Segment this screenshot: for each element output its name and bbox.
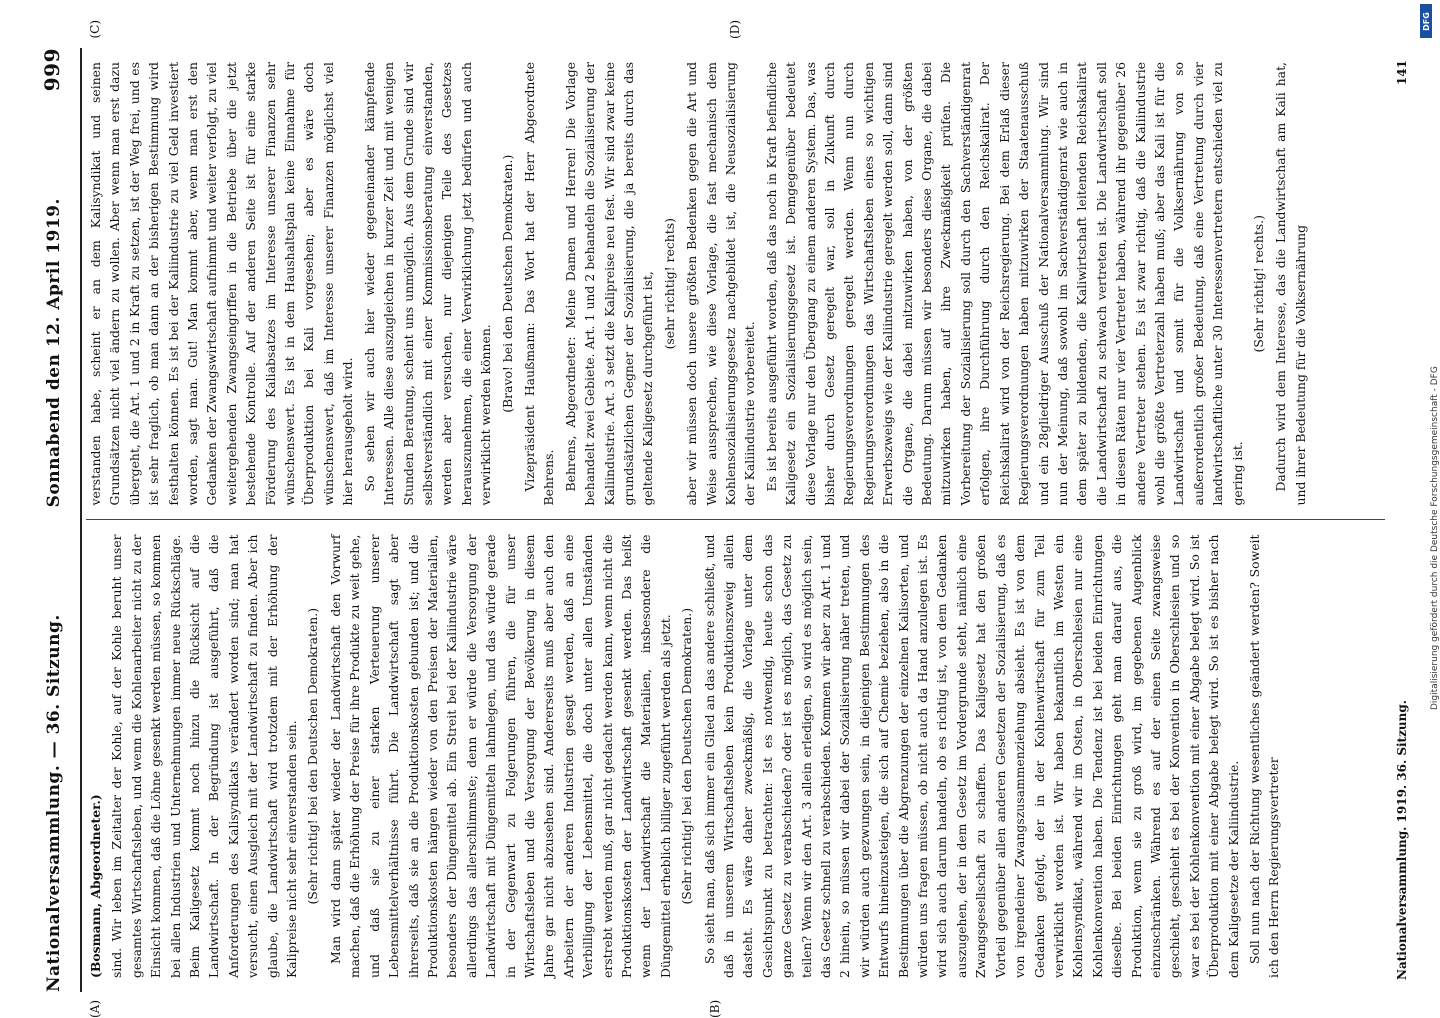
speaker-head: (Bosmann, Abgeordneter.) [88, 794, 103, 978]
interjection: (Bravo! bei den Deutschen Demokraten.) [499, 154, 515, 413]
margin-letter-d: (D) [728, 20, 742, 39]
paragraph: So sehen wir auch hier wieder gegeneinander kämpfende Interessen. Alle diese auszugleichen in kurzer Zeit und mit wenigen Stunden Beratung, scheint uns unmöglich. Aus dem Grunde sind wir selbstverständlich mit einer Kommissionsberatung einverstanden, werden aber versuchen, nur diejenigen Teile des Gesetzes herauszunehmen, die einer Verwirklichung jetzt bedürfen und auch verwirklicht werden können. [361, 62, 494, 506]
vice-president-remark: Vizepräsident Haußmann: Das Wort hat der Herr Abgeordnete Behrens. [521, 62, 557, 506]
speaker-paragraph: Behrens, Abgeordneter: Meine Damen und Herren! Die Vorlage behandelt zwei Gebiete. Art. 1 und 2 behandeln die Sozialisierung der Kaliindustrie. Art. 3 setzt die Kalipreise neu fest. Wir sind zwar keine grundsätzlichen Gegner der Sozialisierung, die ja bereits durch das geltende Kaligesetz durchgeführt ist, [562, 62, 656, 506]
signature-number: 141 [1395, 60, 1409, 86]
paragraph: So sieht man, daß sich immer ein Glied an das andere schließt, und daß in unserem Wirtschaftsleben kein Produktionszweig allein dasteht. Es wäre daher zweckmäßig, die Vorlage unter dem Gesichtspunkt zu betrachten: Ist es notwendig, heute schon das ganze Gesetz zu verabschieden? oder ist es möglich, das Gesetz zu teilen? Wenn wir den Art. 3 allein erledigen, so wird es möglich sein, das Gesetz schnell zu verabschieden. Kommen wir aber zu Art. 1 und 2 hinein, so müssen wir dabei der Sozialisierung näher treten, und wir würden auch gezwungen sein, in diejenigen Bestimmungen des Entwurfs hineinzusteigen, die sich auf Chemie beziehen, also in die Bestimmungen über die Abgrenzungen der einzelnen Kalisorten, und würden uns fragen müssen, ob nicht auch da Hand anzulegen ist. Es wird sich auch darum handeln, ob es richtig ist, von dem Gedanken auszugehen, der in dem Gesetz im Vordergrunde steht, nämlich eine Zwangsgesellschaft zu schaffen. Das Kaligesetz hat den großen Vorteil gegenüber allen anderen Gesetzen der Sozialisierung, daß es von irgendeiner Zwangszusammenziehung absieht. Es ist von dem Gedanken gefolgt, der in der Kohlenwirtschaft für zum Teil verwirklicht worden ist. Wir haben bekanntlich im Westen ein Kohlensyndikat, während wir im Osten, in Oberschlesien nur eine Kohlenkonvention haben. Die Tendenz ist bei beiden Einrichtungen dieselbe. Bei beiden Einrichtungen geht man darauf aus, die Produktion, wenn sie zu groß wird, im gegebenen Augenblick einzuschränken. Während es auf der einen Seite zwangsweise geschieht, geschieht es bei der Konvention in Oberschlesien und so war es bei der Kohlenkonvention mit einer Abgabe belegt wird. So ist Überproduktion mit einer Abgabe belegt wird. So ist es bisher nach dem Kaligesetze der Kaliindustrie. [701, 534, 1241, 978]
paragraph: verstanden habe, scheint er an dem Kalisyndikat und seinen Grundsätzen nicht viel ändern zu wollen. Aber wenn man erst dazu übergeht, die Art. 1 und 2 in Kraft zu setzen, ist der Weg frei, und es ist sehr fraglich, ob man dann an der bisherigen Bestimmung wird festhalten können. Es ist bei der Kaliindustrie zu viel Geld investiert worden, sagt man. Gut! Man kommt aber, wenn man erst den Gedanken der Zwangswirtschaft aufnimmt und weiter verfolgt, zu viel weitergehenden Zwangseingriffen in die Betriebe über die jetzt bestehende Kontrolle. Auf der anderen Seite ist für eine starke Förderung des Kaliabsatzes im Interesse unserer Finanzen sehr wünschenswert. Es ist in dem Haushaltsplan keine Einnahme für Überproduktion bei Kali vorgesehen; aber es wäre doch wünschenswert, daß im Interesse unserer Finanzen möglichst viel hier herausgeholt wird. [88, 62, 356, 506]
scanned-page [40, 20, 1415, 1018]
text-columns [86, 20, 1385, 1018]
digitization-strip [1416, 0, 1440, 1000]
interjection: (Sehr richtig! bei den Deutschen Demokraten.) [305, 607, 321, 905]
header-left: Nationalversammlung. — 36. Sitzung. [44, 614, 64, 992]
margin-letter-a: (A) [88, 999, 102, 1018]
page-number: 999 [40, 48, 64, 92]
paragraph: aber wir müssen doch unsere größten Bedenken gegen die Art und Weise aussprechen, wie diese Vorlage, die fast mechanisch dem Kohlensozialisierungsgesetz nachgebildet ist, die Neusozialisierung der Kaliindustrie vorbereitet. [684, 62, 758, 506]
header-center: Sonnabend den 12. April 1919. [44, 198, 64, 508]
paragraph: Dadurch wird dem Interesse, das die Landwirtschaft am Kali hat, und ihrer Bedeutung für die Volksernährung [1273, 62, 1308, 506]
paragraph: Es ist bereits ausgeführt worden, daß das noch in Kraft befindliche Kaligesetz ein Sozialisierungsgesetz ist. Demgegenüber bedeutet diese Vorlage nur den Übergang zu einem anderen System. Das, was bisher durch Gesetz geregelt war, soll in Zukunft durch Regierungsverordnungen geregelt werden. Wenn nun durch Regierungsverordnungen das Wirtschaftsleben eines so wichtigen Erwerbszweigs wie der Kaliindustrie geregelt werden soll, dann sind die Organe, die dabei mitzuwirken haben, von der größten Bedeutung. Darum müssen wir besonders diese Organe, die dabei mitzuwirken haben, auf ihre Zweckmäßigkeit prüfen. Die Vorbereitung der Sozialisierung soll durch den Sachverständigenrat erfolgen, ihre Durchführung durch den Reichskalirat. Der Reichskalirat wird von der Reichsregierung. Bei dem Erlaß dieser Regierungsverordnungen haben mitzuwirken der Staatenausschuß und ein 28gliedriger Ausschuß der Nationalversammlung. Wir sind nun der Meinung, daß sowohl im Sachverständigenrat wie auch in dem später zu bildenden, die Kaliwirtschaft leitenden Reichskalirat die Landwirtschaft zu schwach vertreten ist. Die Landwirtschaft soll in diesen Räten nur vier Vertreter haben, während ihr gegenüber 26 andere Vertreter stehen. Es ist zwar richtig, daß die Kaliindustrie wohl die größte Vertreterzahl haben muß; aber das Kali ist für die Landwirtschaft und somit für die Volksernährung von so außerordentlich großer Bedeutung, daß eine Vertretung durch vier landwirtschaftliche unter 30 Interessenvertretern entschieden viel zu gering ist. [763, 62, 1245, 506]
interjection: (sehr richtig! rechts) [661, 218, 677, 350]
paragraph: sind. Wir leben im Zeitalter der Kohle, auf der Kohle beruht unser gesamtes Wirtschaftsleben, und wenn die Kohlenarbeiter nicht zu der Einsicht kommen, daß die Löhne gesenkt werden müssen, so kommen bei allen Industrien und Unternehmungen immer neue Rückschläge. Beim Kaligesetz kommt noch hinzu die Rücksicht auf die Landwirtschaft. In der Begründung ist ausgeführt, daß die Anforderungen des Kalisyndikats verändert worden sind; man hat versucht, einen Ausgleich mit der Landwirtschaft zu finden. Aber ich glaube, die Landwirtschaft wird trotzdem mit der Erhöhung der Kalipreise nicht sehr einverstanden sein. [109, 534, 300, 978]
dfg-logo: DFG [1420, 4, 1432, 38]
right-column [86, 20, 1385, 520]
interjection: (Sehr richtig! rechts.) [1250, 215, 1266, 353]
margin-letter-b: (B) [708, 999, 722, 1018]
footer-left: Nationalversammlung. 1919. 36. Sitzung. [1395, 700, 1409, 980]
paragraph: Man wird dann später wieder der Landwirtschaft den Vorwurf machen, daß die Erhöhung der Preise für ihre Produkte zu weit gehe, und daß sie zu einer starken Verteuerung unserer Lebensmittelverhältnisse führt. Die Landwirtschaft sagt aber ihrerseits, daß sie an die Produktionskosten gebunden ist; und die Produktionskosten hängen wieder von den Preisen der Materialien, besonders der Düngemittel ab. Ein Streit bei der Kaliindustrie wäre allerdings das allerschlimmste; denn er würde die Versorgung der Landwirtschaft mit Düngemitteln lahmlegen, und das würde gerade in der Gegenwart zu Folgerungen führen, die für unser Wirtschaftsleben und die Versorgung der Bevölkerung in diesem Jahre gar nicht abzusehen sind. Andererseits muß aber auch den Arbeitern der anderen Industrien gesagt werden, daß an eine Verbilligung der Lebensmittel, die doch unter allen Umständen erstrebt werden muß, gar nicht gedacht werden kann, wenn nicht die Produktionskosten der Landwirtschaft gesenkt werden. Das heißt wenn der Landwirtschaft die Materialien, insbesondere die Düngemittel erheblich billiger zugeführt werden als jetzt. [327, 534, 673, 978]
page-footer [1395, 60, 1409, 980]
running-head [40, 48, 82, 992]
margin-letter-c: (C) [88, 20, 102, 39]
digitization-notice: Digitalisierung gefördert durch die Deutsche Forschungsgemeinschaft - DFG [1430, 366, 1440, 710]
left-column [86, 520, 1385, 1018]
interjection: (Sehr richtig! bei den Deutschen Demokraten.) [679, 607, 695, 905]
paragraph: Soll nun nach der Richtung wesentliches geändert werden? Soweit ich den Herrn Regierungsvertreter [1246, 534, 1282, 978]
